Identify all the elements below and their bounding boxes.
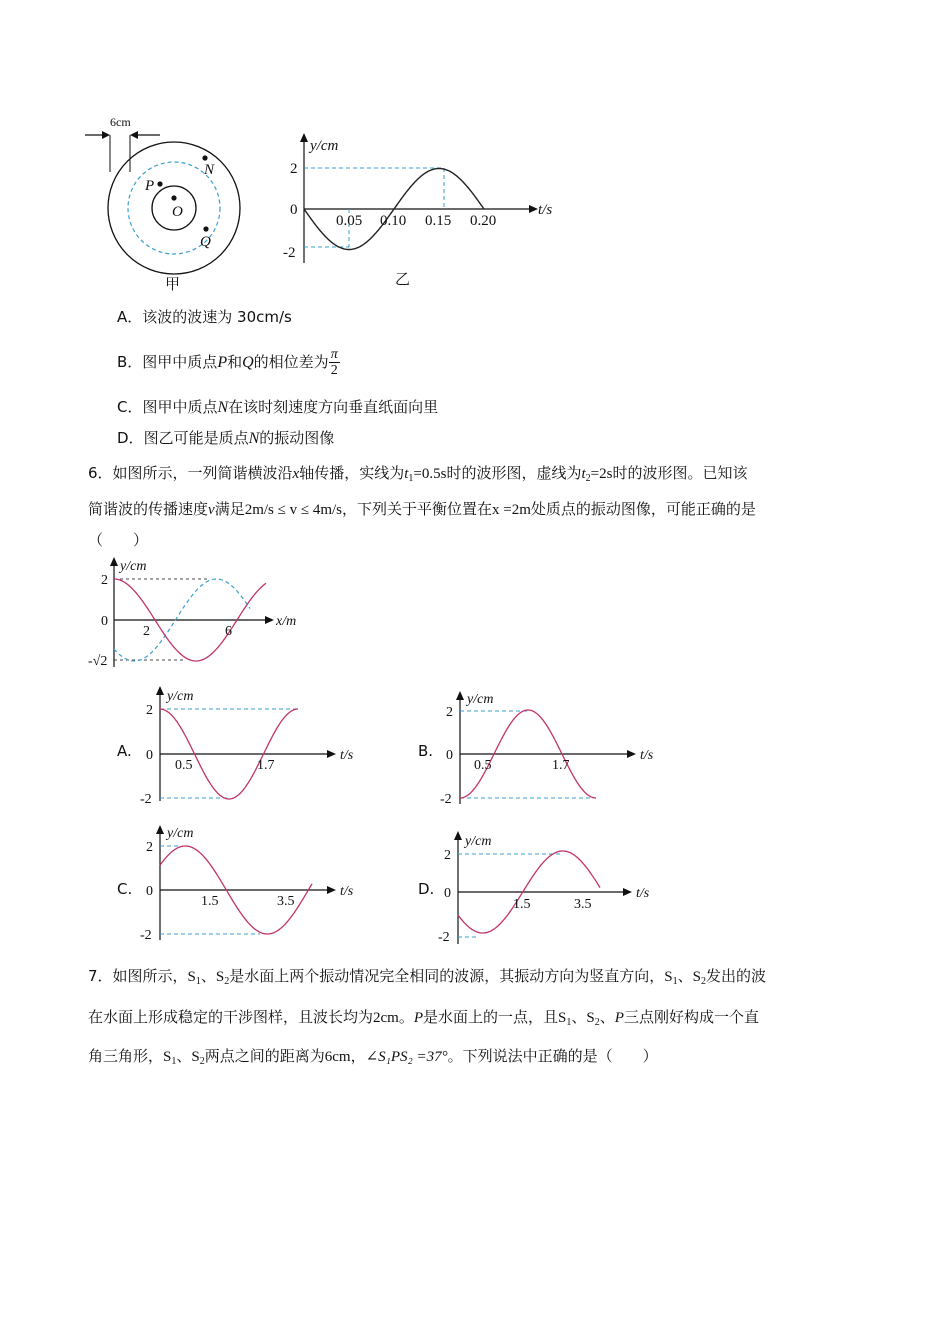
speed-condition: 2m/s ≤ v ≤ 4m/s [244, 502, 343, 518]
fraction-numerator: π [330, 347, 338, 362]
q6-option-b-letter[interactable]: B. [418, 742, 434, 760]
figure-jia [80, 110, 260, 295]
option-b-fraction [329, 347, 340, 378]
option-d-n: N [248, 430, 260, 447]
separator: 、 [176, 1047, 192, 1065]
sub-2: 2 [594, 1017, 600, 1028]
q7-line-3 [88, 1046, 658, 1072]
y-zero-tick: 0 [444, 886, 451, 901]
option-b-graph [440, 688, 670, 808]
sub-1: 1 [566, 1017, 572, 1028]
t-tick-2: 0.10 [380, 213, 407, 229]
y-bottom-tick: -2 [438, 930, 450, 945]
q6-text: 简谐波的传播速度 [88, 500, 209, 518]
t-axis-label: t/s [340, 884, 354, 899]
width-label: 6cm [110, 115, 131, 129]
s2: S [191, 1049, 200, 1065]
y-bottom-tick: -√2 [88, 654, 108, 669]
option-c-letter: C． [117, 398, 143, 416]
option-c-graph [140, 822, 370, 944]
t-axis-label: t/s [636, 886, 650, 901]
t-tick-1: 1.5 [513, 897, 531, 912]
option-d-graph [438, 828, 668, 948]
t-tick-1: 0.5 [474, 758, 492, 773]
y-zero-tick: 0 [446, 748, 453, 763]
q6-text: 时的波形图。已知该 [612, 464, 748, 482]
y-top-tick: 2 [146, 840, 153, 855]
y-top-tick: 2 [290, 161, 298, 177]
angle-expression: ∠S₁PS₂ =37° [365, 1049, 448, 1065]
y-axis-label: y/cm [467, 692, 494, 707]
t-tick-4: 0.20 [470, 213, 497, 229]
caption-jia: 甲 [165, 277, 181, 293]
q7-text: 在水面上形成稳定的干涉图样，且波长均为 [88, 1008, 374, 1026]
wavelength: 2cm [373, 1010, 399, 1026]
option-a-text: 该波的波速为 30cm/s [142, 308, 292, 326]
y-bottom-tick: -2 [283, 245, 296, 261]
figure-yi [280, 130, 570, 295]
t-axis-label: t/s [340, 748, 354, 763]
position-x: x =2m [492, 502, 531, 518]
option-a-letter: A． [117, 308, 143, 326]
s1: S [187, 969, 196, 985]
sub-2: 2 [700, 976, 706, 987]
var-x: x [292, 466, 300, 482]
t-tick-2: 1.7 [552, 758, 570, 773]
x-tick-6: 6 [225, 624, 232, 639]
option-b-letter: B． [117, 353, 143, 371]
t-tick-2: 1.7 [257, 758, 275, 773]
s1: S [664, 969, 673, 985]
sub-1: 1 [195, 976, 201, 987]
t-axis-label: t/s [640, 748, 654, 763]
s1: S [163, 1049, 172, 1065]
separator: 、 [571, 1008, 587, 1026]
t-tick-3: 0.15 [425, 213, 452, 229]
option-d-post: 的振动图像 [259, 429, 335, 447]
option-d-letter: D． [117, 429, 144, 447]
q7-text: 角三角形， [88, 1047, 164, 1065]
y-axis-label: y/cm [120, 559, 147, 574]
q7-text: 是水面上的一点，且 [423, 1008, 559, 1026]
point-n-label: N [204, 162, 215, 178]
y-bottom-tick: -2 [140, 792, 152, 805]
separator: 、 [677, 967, 693, 985]
s1: S [558, 1010, 567, 1026]
option-b-pre: 图甲中质点 [142, 353, 218, 371]
option-b-p: P [217, 354, 228, 371]
option-a-graph [140, 683, 370, 805]
var-t1: t [404, 466, 409, 482]
sub-2: 2 [585, 473, 591, 484]
q7-text: 是水面上两个振动情况完全相同的波源，其振动方向为竖直方向， [229, 967, 665, 985]
q7-text: 发出的波 [705, 967, 766, 985]
fraction-denominator: 2 [330, 363, 338, 378]
point-p: P [413, 1010, 424, 1026]
sub-1: 1 [171, 1056, 177, 1067]
option-b-post: 的相位差为 [253, 353, 329, 371]
y-axis-label: y/cm [167, 826, 194, 841]
separator: 、 [200, 967, 216, 985]
s2: S [215, 969, 225, 985]
point-o-label: O [172, 204, 183, 220]
var-t2: t [581, 466, 586, 482]
option-c-n: N [217, 399, 229, 416]
q6-line-1 [88, 463, 747, 489]
y-axis-label: y/cm [310, 138, 339, 154]
caption-yi: 乙 [395, 272, 411, 288]
q6-line-2 [88, 499, 756, 520]
option-b-q: Q [242, 354, 254, 371]
q6-text: ，下列关于平衡位置在 [342, 500, 493, 518]
q7-line-2 [88, 1007, 759, 1033]
y-zero-tick: 0 [290, 202, 298, 218]
point-p: P [614, 1010, 624, 1026]
q6-text: 满足 [214, 500, 245, 518]
point-p-label: P [145, 178, 155, 194]
sub-2: 2 [199, 1056, 205, 1067]
y-top-tick: 2 [146, 703, 153, 718]
q7-text: 两点之间的距离为 [204, 1047, 325, 1065]
y-zero-tick: 0 [101, 614, 108, 629]
t-tick-2: 3.5 [277, 894, 295, 909]
t-tick-2: 3.5 [574, 897, 592, 912]
q7-text: 7．如图所示， [88, 967, 188, 985]
y-axis-label: y/cm [465, 834, 492, 849]
sub-2: 2 [224, 976, 230, 987]
s2: S [692, 969, 701, 985]
y-bottom-tick: -2 [140, 928, 152, 943]
q6-text: 时的波形图，虚线为 [446, 464, 582, 482]
y-top-tick: 2 [101, 573, 108, 588]
y-top-tick: 2 [444, 848, 451, 863]
q6-text: 轴传播，实线为 [299, 464, 405, 482]
q7-text: 。下列说法中正确的是（ ） [447, 1047, 658, 1065]
distance: 6cm [324, 1049, 351, 1065]
option-a[interactable] [117, 307, 292, 327]
s2: S [586, 1010, 595, 1026]
q6-option-d-letter[interactable]: D. [418, 880, 435, 898]
y-top-tick: 2 [446, 705, 453, 720]
t-tick-1: 1.5 [201, 894, 219, 909]
var-v: v [208, 502, 215, 518]
option-c[interactable] [117, 397, 438, 418]
q6-text: 处质点的振动图像，可能正确的是 [530, 500, 756, 518]
t-axis-label: t/s [538, 202, 553, 218]
y-zero-tick: 0 [146, 748, 153, 763]
t1-value: =0.5s [413, 466, 447, 482]
option-b[interactable] [117, 343, 340, 382]
q6-wave-figure [88, 555, 318, 675]
option-d-pre: 图乙可能是质点 [143, 429, 249, 447]
q7-text: 。 [398, 1008, 414, 1026]
y-axis-label: y/cm [167, 689, 194, 704]
y-bottom-tick: -2 [440, 792, 452, 807]
q6-option-c-letter[interactable]: C. [117, 880, 133, 898]
sub-1: 1 [408, 473, 414, 484]
q6-answer-bracket: （ ） [88, 531, 149, 549]
x-axis-label: x/m [276, 614, 297, 629]
q7-text: ， [350, 1047, 366, 1065]
option-c-post: 在该时刻速度方向垂直纸面向里 [228, 398, 439, 416]
option-d[interactable] [117, 428, 334, 449]
x-tick-2: 2 [143, 624, 150, 639]
q7-line-1 [88, 966, 766, 992]
option-c-pre: 图甲中质点 [142, 398, 218, 416]
t-tick-1: 0.5 [175, 758, 193, 773]
t2-value: =2s [590, 466, 613, 482]
sub-1: 1 [672, 976, 678, 987]
q6-option-a-letter[interactable]: A. [117, 742, 132, 760]
t-tick-1: 0.05 [336, 213, 363, 229]
q6-text: 6．如图所示，一列简谐横波沿 [88, 464, 293, 482]
separator: 、 [599, 1008, 615, 1026]
option-b-and: 和 [227, 353, 243, 371]
point-q-label: Q [200, 234, 211, 250]
y-zero-tick: 0 [146, 884, 153, 899]
q7-text: 三点刚好构成一个直 [623, 1008, 759, 1026]
